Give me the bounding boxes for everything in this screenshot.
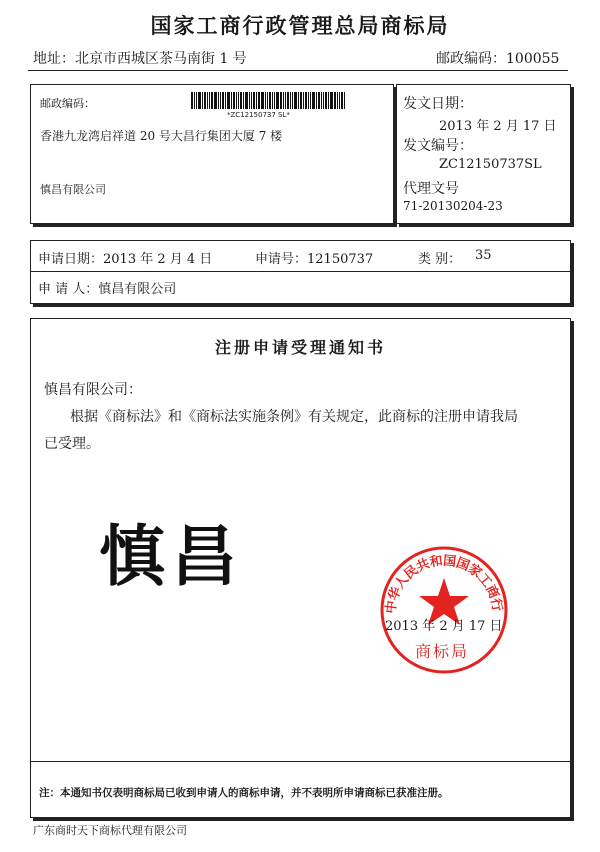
agent-number-label: 代理文号 [403, 181, 459, 197]
postal-code-label: 邮政编码： [40, 97, 95, 110]
application-divider [31, 271, 570, 272]
barcode [191, 92, 391, 109]
dispatch-box [396, 84, 571, 224]
seal-center: 商标局 [415, 642, 470, 661]
application-box [30, 240, 571, 304]
class-label: 类 别： [418, 252, 462, 267]
svg-text:中华人民共和国国家工商行政管理总局: 中华人民共和国国家工商行 [383, 553, 505, 615]
seal-date: 2013 年 2 月 17 日 [385, 619, 503, 634]
trademark-image: 慎昌 [99, 518, 243, 595]
agent-number: 71-20130204-23 [403, 199, 503, 213]
dispatch-number-label: 发文编号： [403, 138, 473, 154]
dispatch-date-label: 发文日期： [403, 96, 473, 112]
notice-salutation: 慎昌有限公司： [44, 382, 142, 398]
notice-body-line1: 根据《商标法》和《商标法实施条例》有关规定，此商标的注册申请我局 [70, 409, 518, 425]
header-divider [28, 70, 568, 71]
recipient-address: 香港九龙湾启祥道 20 号大昌行集团大厦 7 楼 [40, 129, 283, 143]
class-value: 35 [475, 248, 492, 263]
notice-box [30, 318, 571, 818]
page-title: 国家工商行政管理总局商标局 [150, 14, 450, 38]
dispatch-date: 2013 年 2 月 17 日 [439, 119, 557, 134]
notice-title: 注册申请受理通知书 [214, 338, 386, 357]
recipient-box [30, 84, 394, 224]
barcode-text: *ZC12150737 SL* [227, 111, 290, 119]
application-number: 申请号：12150737 [255, 252, 374, 267]
recipient-name: 慎昌有限公司 [40, 183, 106, 196]
office-address: 地址：北京市西城区茶马南街 1 号 [33, 51, 247, 67]
office-postcode: 邮政编码：100055 [436, 51, 560, 67]
dispatch-number: ZC12150737SL [439, 157, 542, 172]
note-divider [31, 761, 570, 762]
agent-company: 广东商时天下商标代理有限公司 [33, 824, 187, 837]
application-date: 申请日期：2013 年 2 月 4 日 [38, 252, 213, 267]
notice-body-line2: 已受理。 [44, 436, 100, 452]
notice-note: 注：本通知书仅表明商标局已收到申请人的商标申请，并不表明所申请商标已获准注册。 [39, 787, 449, 799]
applicant: 申 请 人：慎昌有限公司 [38, 282, 177, 297]
